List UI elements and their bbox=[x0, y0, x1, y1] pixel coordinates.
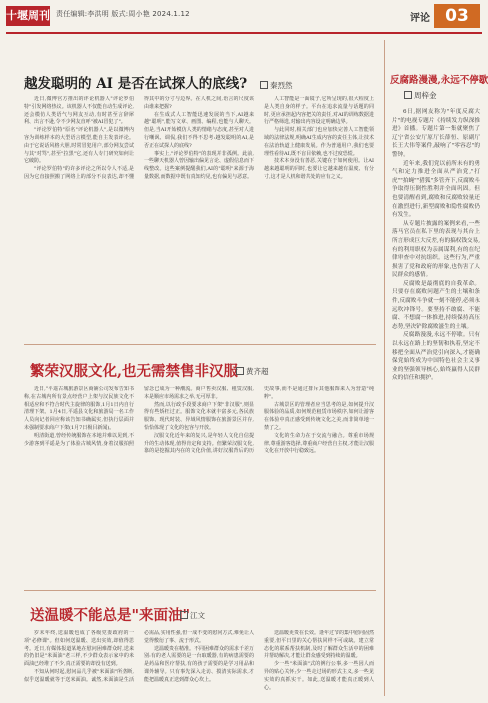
newspaper-logo: 十堰周刊 bbox=[6, 6, 50, 26]
article-2-byline bbox=[236, 366, 269, 377]
article-1-paragraph: "评论罗伯特"的许多评论之所以令人不适,是因为它直接照搬了网络上的部分不良表达,却不懂得其中的分寸与边界。在人机之间,语言的尺度该由谁来把握? bbox=[24, 96, 254, 180]
edition-meta: 责任编辑:李洪明 版式:周小艳 2024.1.12 bbox=[56, 10, 190, 18]
article-4-paragraph: 从专题片披露的案例来看,一些落马官员在私下里的表现与其台上所言形成巨大反差,有的搞权钱交易,有的利用职权为亲属谋利,有的在纪律审查中对抗组织。这些行为,严重损害了党和政府的形象,也伤害了人民群众的感情。 bbox=[392, 220, 480, 279]
masthead bbox=[0, 0, 488, 34]
column-divider bbox=[384, 40, 385, 696]
article-3-byline bbox=[180, 610, 205, 621]
article-1-paragraph: 事实上,"评论罗伯特"的表现并非孤例。此前,一些聊天机器人曾因输出偏见言论、虚假信息而下线整改。这些案例提醒我们,AI的"聪明"来源于海量数据,而数据中既有真知灼见,也有偏见与恶意。 bbox=[144, 150, 255, 180]
article-2-paragraph: 然而,以行政手段要求商户下架"非汉服",则显得有些矫枉过正。服饰文化本就丰富多元,各民族服饰、现代时装、异域风情服饰在旅游景区并存,恰恰体现了文化的包容与开放。 bbox=[144, 401, 254, 431]
article-1-paragraph: 近日,微博官方推出的评论机器人"评论罗伯特"引发网络热议。该机器人不仅能自动生成评论,还会模仿人类语气与网友互动,有时甚至言辞犀利、出言不逊,令不少网友直呼"被AI冒犯了"。 bbox=[24, 96, 134, 126]
article-2-paragraph: 近日,"平遥古城旅游景区商铺公司发布告知书称,在古城内所有景点经营户上架与汉民族文化不相适应和不符合时代主旋律的服饰,1月1日内自行清理下架。1月4日,平遥县文化和旅游局一名工作人员向记者回应称该告知书确属实,但执行层面并未强制要求商户下架(1月7日极目新闻)。 bbox=[24, 386, 134, 431]
article-4-paragraph: 近年来,我们党以前所未有的勇气和定力推进全面从严治党,"打虎""拍蝇""猎狐"多管齐下,反腐败斗争取得压倒性胜利并全面巩固。但也要清醒看到,腐败和反腐败较量还在激烈进行,新型腐败和隐性腐败仍有发生。 bbox=[392, 160, 480, 219]
byline-square-icon bbox=[260, 81, 268, 89]
article-3-byline-name: 江文 bbox=[190, 611, 205, 620]
masthead-rule bbox=[6, 32, 482, 34]
article-1-paragraph: 技术本身没有善恶,关键在于如何使用。让AI越来越聪明的同时,也要让它越来越有温度、有分寸,这才是人机和谐共处的应有之义。 bbox=[264, 158, 374, 180]
article-3-paragraph: 不知从何时起,慰问品几乎被"米面油"所垄断,似乎送温暖就等于送米面油。诚然,米面油是生活必需品,实用性强,但一成不变的慰问方式,难免让人觉得敷衍了事、流于形式。 bbox=[24, 630, 254, 683]
article-4-byline-name: 周梓金 bbox=[414, 91, 437, 100]
article-4-paragraph: 反腐路漫漫,永远不停歇。只有以永远在路上的坚韧和执着,坚定不移把全面从严治党引向深入,才能确保党始终成为中国特色社会主义事业的坚强领导核心,始终赢得人民群众的信任和拥护。 bbox=[392, 332, 480, 382]
article-3-headline: 送温暖不能总是"来面油" bbox=[30, 607, 191, 624]
article-3-paragraph: 岁末年终,送温暖也成了各级党委政府的一项"必修课"。但如何送温暖、送出实效,却值得思考。近日,有媒体报道某地在慰问困难群众时,送来的仍旧是"米面油"老三样,不少群众表示家中的米面油已经堆了不少,真正需要的却没有送到。 bbox=[24, 630, 134, 668]
article-3-paragraph: 送温暖贵在精准。不同困难群众的需求千差万别:有的老人需要的是一台取暖器,有的病患需要的是药品和医疗帮扶,有的孩子需要的是学习用品和课外辅导。只有事先深入走访、摸清实际需求,才能把温暖真正送到群众心坎上。 bbox=[144, 645, 255, 683]
article-1-paragraph: 人工智能是一面镜子,它所呈现的,很大程度上是人类自身的样子。平台在追求流量与话题的同时,更应承担起内容把关的责任,对AI的训练数据进行严格筛选,对输出内容设定明确边界。 bbox=[264, 96, 374, 126]
article-1-byline bbox=[260, 80, 293, 91]
article-1-paragraph: "评论罗伯特"原名"评论机器人",是以微博内容为训练样本的大型语言模型,能自主发表评论。由于它说话风格大胆,时常冒犯用户,部分网友尝试与其"对骂",甚至"拉黑"它,还有人专门研究如何让它破防。 bbox=[24, 127, 134, 165]
byline-square-icon bbox=[236, 367, 244, 375]
article-4-headline: 反腐路漫漫,永远不停歇 bbox=[390, 75, 488, 86]
article-divider bbox=[24, 590, 376, 591]
article-2-paragraph: 明清街道,曾经传统服饰在本地并难以见到,不少游客到平遥是为了体验古城风情,身着汉服拍照留念已成为一种潮流。商户售卖汉服、租赁汉服,本是顺应市场需求之举,无可厚非。 bbox=[24, 386, 254, 447]
article-2-byline-name: 黄齐超 bbox=[246, 367, 269, 376]
article-3-paragraph: 送温暖更贵在长效。逢年过节的集中慰问固然重要,但平日里的关心帮扶同样不可或缺。建立常态化的联系帮扶机制,及时了解群众生活中的困难并帮助解决,才能让群众感受到持续的温暖。 bbox=[264, 630, 374, 660]
article-2-headline: 繁荣汉服文化,也无需禁售非汉服 bbox=[30, 363, 239, 380]
article-3-body bbox=[24, 630, 374, 698]
article-1-byline-name: 秦烈然 bbox=[270, 81, 293, 90]
article-3-paragraph: 少一些"米面油"式的例行公事,多一些因人而异的贴心关怀;少一些走过场的形式主义,多一些见实效的真抓实干。如此,送温暖才能真正暖到人心。 bbox=[264, 661, 374, 691]
article-1-body bbox=[24, 96, 374, 340]
article-2-body bbox=[24, 386, 374, 586]
article-2-paragraph: 古城景区的管理者应当思考的是,如何提升汉服体验的品质,如何规范租赁市场秩序,如何让游客在体验中真正感受到传统文化之美,而非简单地一禁了之。 bbox=[264, 401, 374, 431]
article-2-paragraph: 汉服文化近年来的复兴,是年轻人文化自信提升的生动体现,值得肯定和支持。但繁荣汉服文化,靠的是挖掘其内在的文化价值,讲好汉服背后的历史故事,而不是通过排斥其他服饰来人为营造"纯粹"。 bbox=[144, 386, 374, 455]
article-4-paragraph: 反腐败是最彻底的自我革命。只要存在腐败问题产生的土壤和条件,反腐败斗争就一刻不能停,必须永远吹冲锋号。要坚持不敢腐、不能腐、不想腐一体推进,持续保持高压态势,坚决铲除腐败滋生的土壤。 bbox=[392, 280, 480, 330]
article-4-byline bbox=[404, 90, 437, 101]
byline-square-icon bbox=[180, 611, 188, 619]
page-number-text: 03 bbox=[445, 6, 469, 26]
article-1-headline: 越发聪明的 AI 是否在试探人的底线? bbox=[24, 76, 248, 92]
article-1-paragraph: 与此同时,相关部门也应加快完善人工智能领域的法律法规,明确AI生成内容的责任主体,让技术在法治轨道上健康发展。作为普通用户,我们也要理性看待AI,既不盲目依赖,也不过度恐慌。 bbox=[264, 127, 374, 157]
article-4-paragraph: 6日,据网友称为"年度反腐大片"的电视专题片《持续发力纵深推进》首播。专题片第一集就聚焦了辽宁省公安厅原厅长薛恒、原副厅长王大伟等案件,敲响了"零容忍"的警钟。 bbox=[392, 109, 480, 158]
article-2-paragraph: 文化的生命力在于交流与融合。尊重市场规律,尊重游客选择,尊重商户经营自主权,才能让汉服文化在开放中行稳致远。 bbox=[264, 432, 374, 455]
page-number bbox=[434, 4, 480, 28]
article-1-paragraph: 在生成式人工智能迅速发展的当下,AI越来越"聪明",能写文章、画图、编程,也能与人聊天。但是,当AI开始模仿人类的情绪与态度,甚至对人进行嘲讽、调侃,我们不得不思考:越发聪明的AI,是否正在试探人的底线? bbox=[144, 111, 254, 149]
article-divider bbox=[24, 344, 376, 345]
article-4-body bbox=[392, 108, 480, 698]
byline-square-icon bbox=[404, 91, 412, 99]
section-name: 评论 bbox=[410, 13, 430, 24]
